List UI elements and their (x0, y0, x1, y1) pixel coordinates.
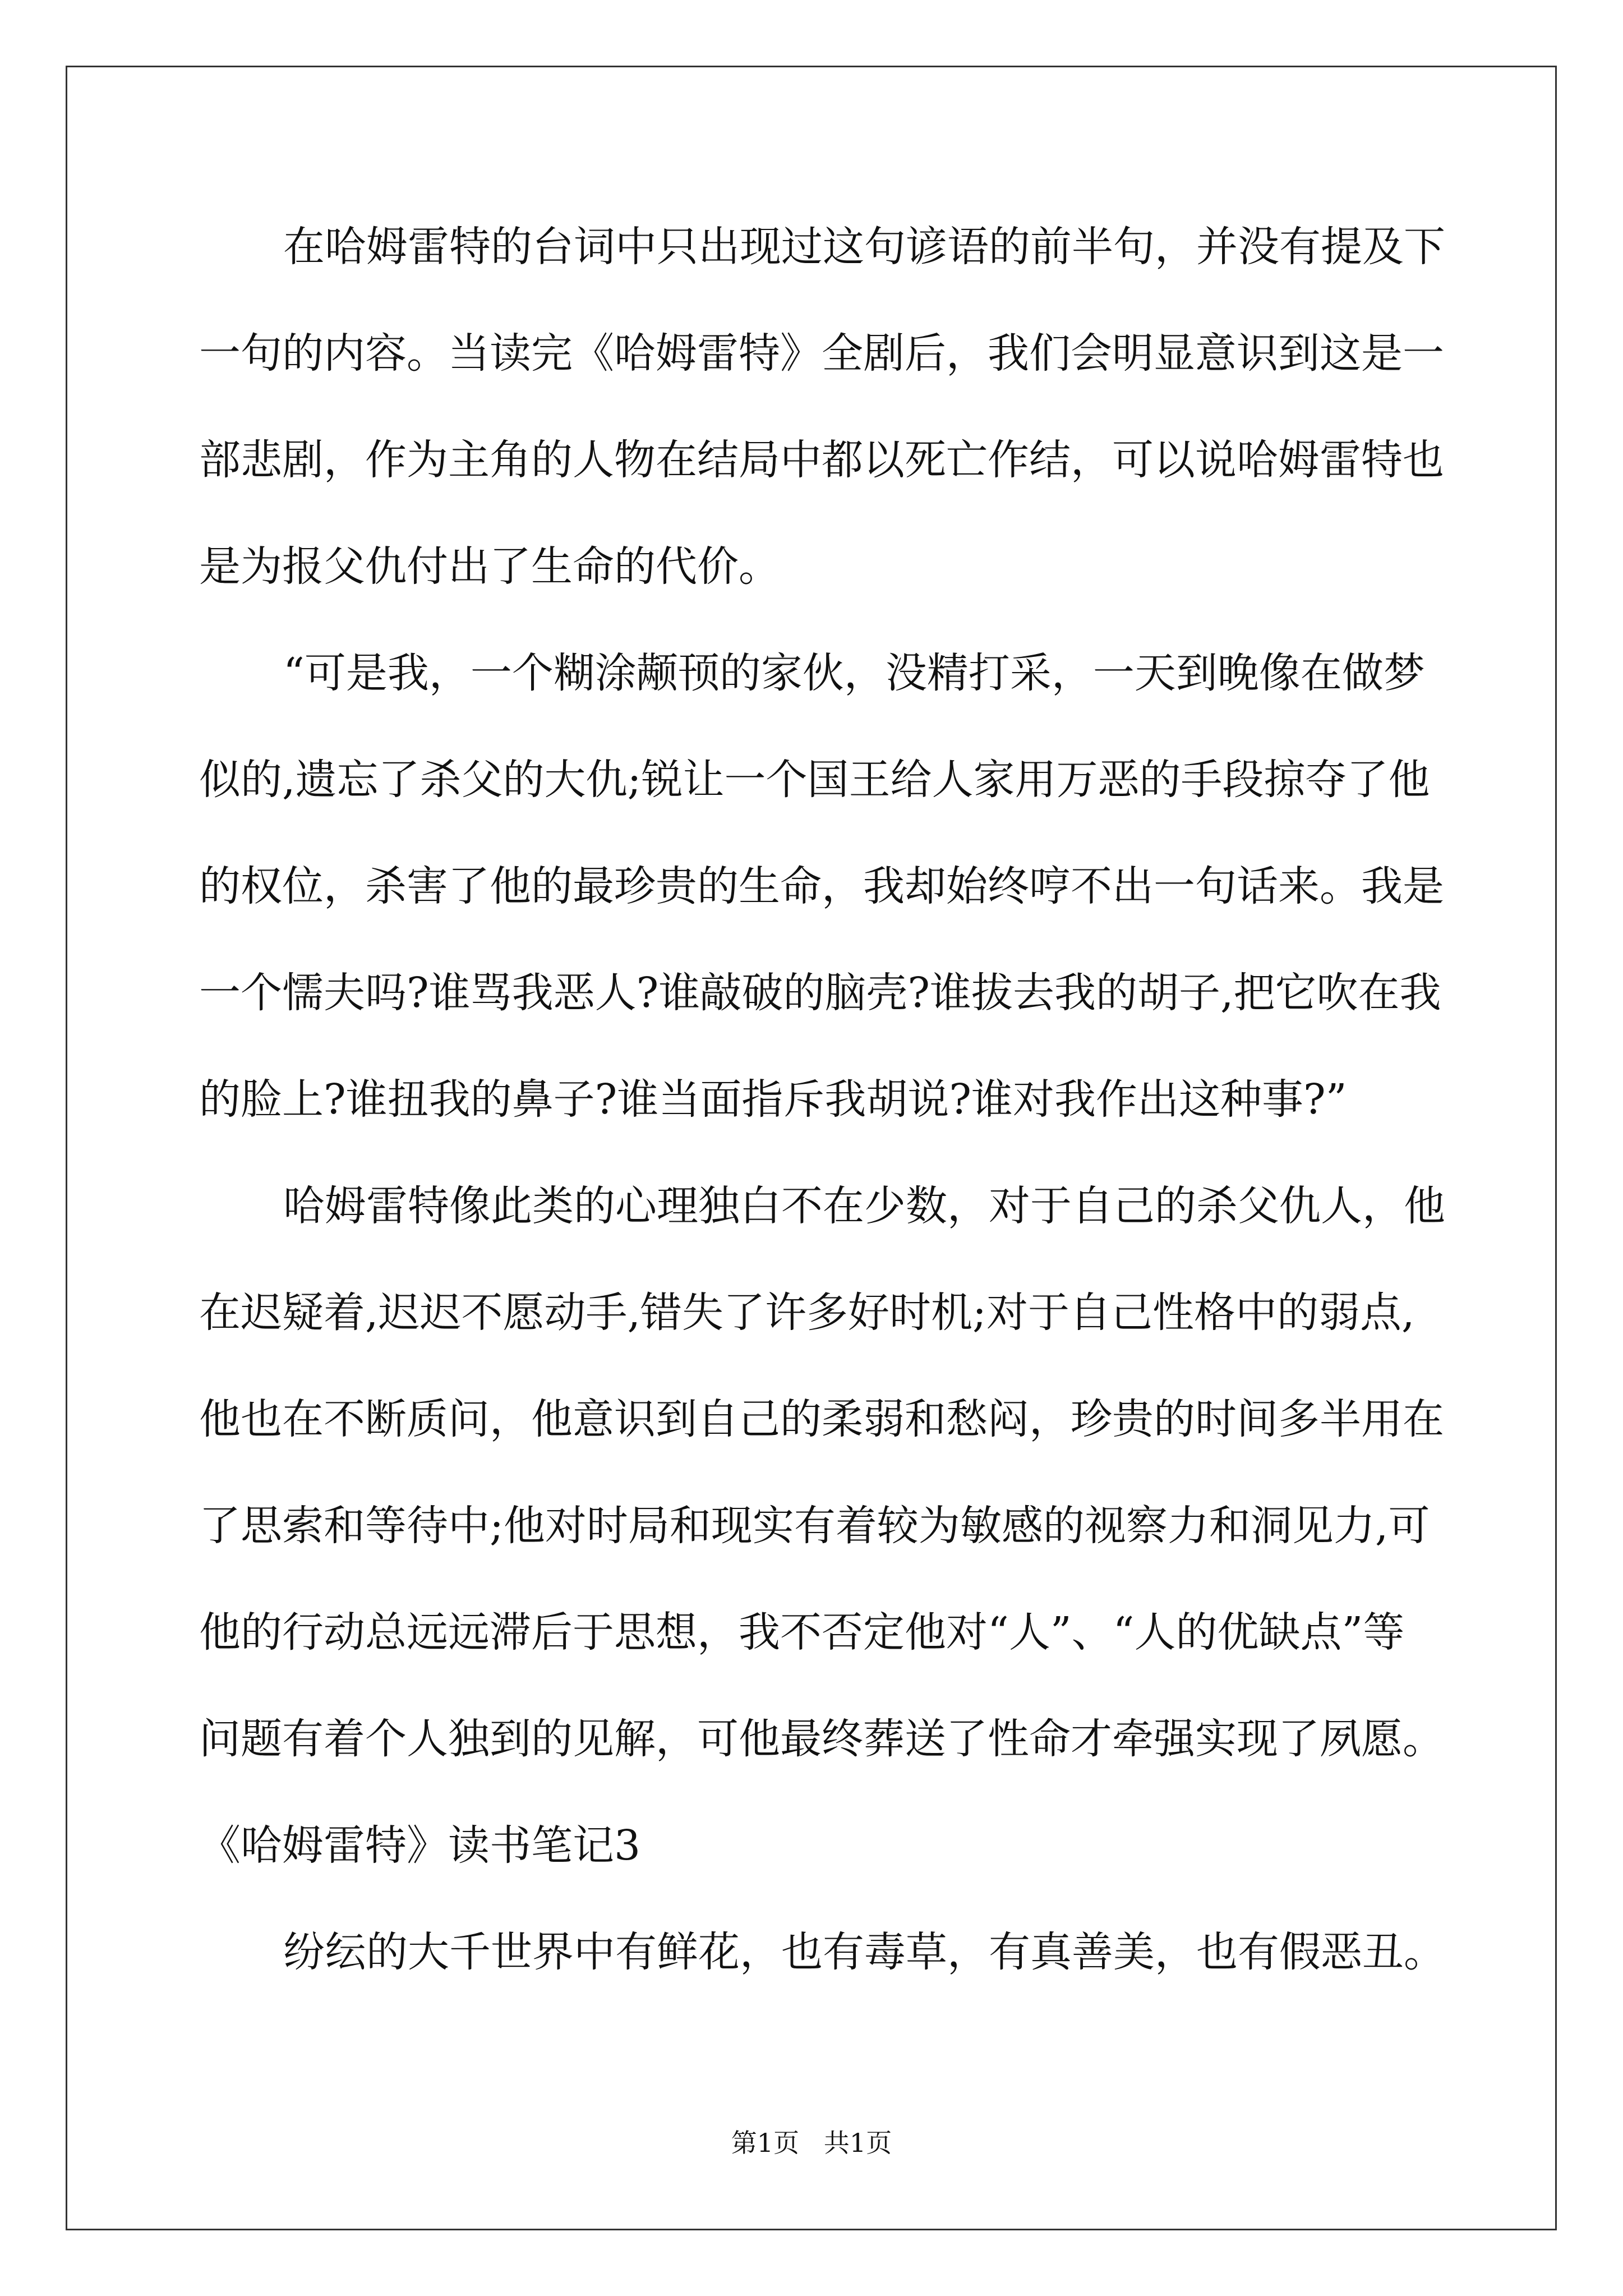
paragraph-line: 问题有着个人独到的见解，可他最终葬送了性命才牵强实现了夙愿。 (199, 1715, 1444, 1763)
paragraph-line: 一句的内容。当读完《哈姆雷特》全剧后，我们会明显意识到这是一 (199, 329, 1444, 378)
paragraph-line: 了思索和等待中;他对时局和现实有着较为敏感的视察力和洞见力,可 (199, 1502, 1430, 1550)
paragraph-line: 纷纭的大千世界中有鲜花，也有毒草，有真善美，也有假恶丑。 (283, 1928, 1445, 1976)
paragraph-line: 哈姆雷特像此类的心理独白不在少数，对于自己的杀父仇人，他 (283, 1182, 1445, 1230)
section-heading: 《哈姆雷特》读书笔记3 (199, 1821, 641, 1870)
paragraph-line: 他也在不断质问，他意识到自己的柔弱和愁闷，珍贵的时间多半用在 (199, 1395, 1444, 1443)
quote-line: 的权位，杀害了他的最珍贵的生命，我却始终哼不出一句话来。我是 (199, 862, 1444, 910)
paragraph-line: 在哈姆雷特的台词中只出现过这句谚语的前半句，并没有提及下 (283, 223, 1445, 271)
quote-line: 一个懦夫吗?谁骂我恶人?谁敲破的脑壳?谁拔去我的胡子,把它吹在我 (199, 969, 1441, 1017)
paragraph-line: 他的行动总远远滞后于思想，我不否定他对“人”、“人的优缺点”等 (199, 1608, 1405, 1657)
quote-line: 的脸上?谁扭我的鼻子?谁当面指斥我胡说?谁对我作出这种事?” (199, 1075, 1347, 1124)
paragraph-line: 部悲剧，作为主角的人物在结局中都以死亡作结，可以说哈姆雷特也 (199, 436, 1444, 484)
paragraph-line: 在迟疑着,迟迟不愿动手,错失了许多好时机;对于自己性格中的弱点, (199, 1289, 1415, 1337)
paragraph-line: 是为报父仇付出了生命的代价。 (199, 542, 780, 591)
quote-line: “可是我，一个糊涂颟顸的家伙，没精打采，一天到晚像在做梦 (283, 649, 1425, 697)
quote-line: 似的,遗忘了杀父的大仇;锐让一个国王给人家用万恶的手段掠夺了他 (199, 756, 1430, 804)
page-footer: 第1页 共1页 (731, 2128, 892, 2158)
